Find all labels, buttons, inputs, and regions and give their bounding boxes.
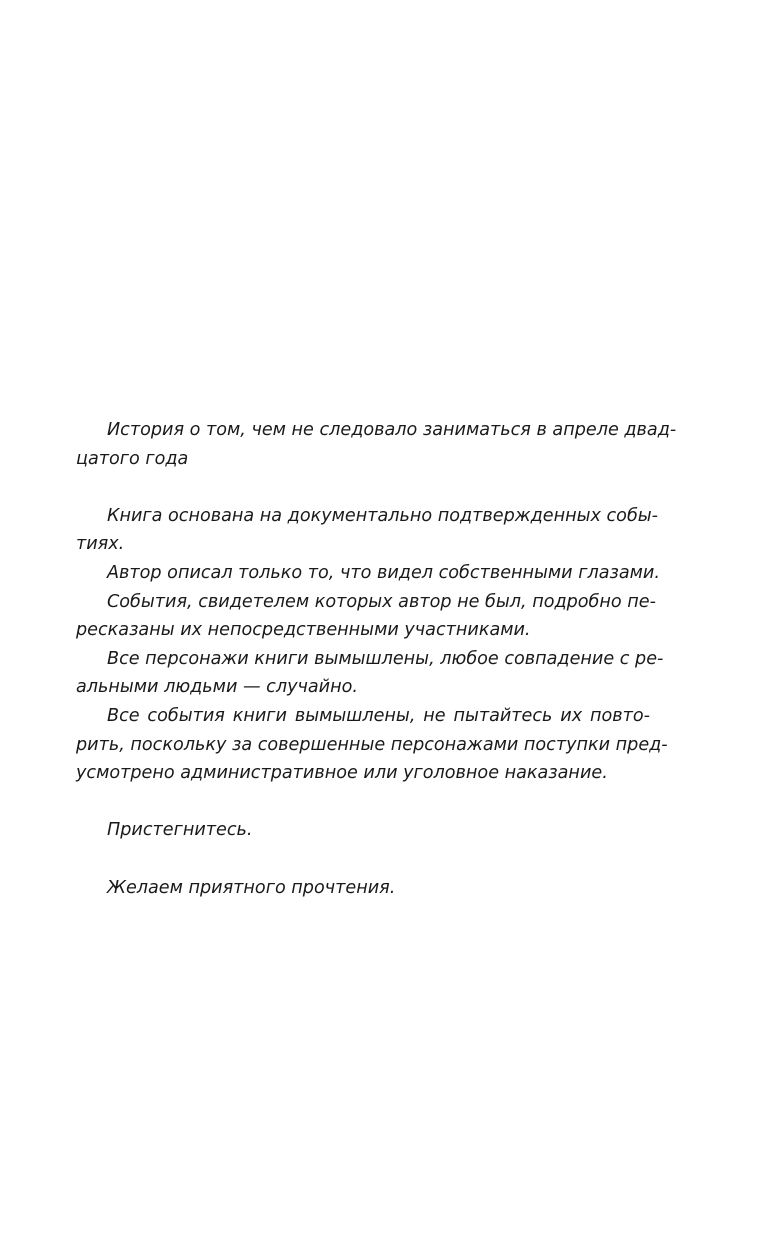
paragraph-author-described: [76, 559, 660, 588]
text-line: Автор описал только то, что видел собственными глазами.: [107, 562, 660, 583]
paragraph-spacer: [76, 473, 650, 502]
paragraph-witness-events: [76, 588, 656, 645]
paragraph-characters-fictional: [76, 645, 664, 702]
text-line: рить, поскольку за совершенные персонажами поступки пред-: [76, 734, 668, 755]
text-line: цатого года: [76, 448, 189, 469]
paragraph-buckle-up: [76, 816, 650, 845]
text-line: альными людьми — случайно.: [76, 677, 358, 698]
paragraph-story-subtitle: [76, 416, 677, 473]
text-line: Книга основана на документально подтвержденных собы-: [107, 505, 659, 526]
paragraph-spacer: [76, 788, 650, 817]
paragraph-based-on-events: [76, 502, 659, 559]
text-line: Пристегнитесь.: [107, 820, 253, 841]
paragraph-enjoy-reading: [76, 874, 650, 903]
text-line: Все события книги вымышлены, не пытайтесь их повто-: [107, 705, 650, 726]
text-line: Желаем приятного прочтения.: [107, 877, 396, 898]
text-line: тиях.: [76, 534, 125, 555]
text-line: Все персонажи книги вымышлены, любое совпадение с ре-: [107, 648, 664, 669]
text-line: ресказаны их непосредственными участниками.: [76, 620, 531, 641]
text-line: События, свидетелем которых автор не был, подробно пе-: [107, 591, 656, 612]
paragraph-events-fictional: [76, 702, 668, 788]
paragraph-spacer: [76, 845, 650, 874]
text-line: усмотрено административное или уголовное наказание.: [76, 763, 608, 784]
text-line: История о том, чем не следовало заниматься в апреле двад-: [107, 420, 677, 440]
disclaimer-text-block: [76, 416, 677, 902]
